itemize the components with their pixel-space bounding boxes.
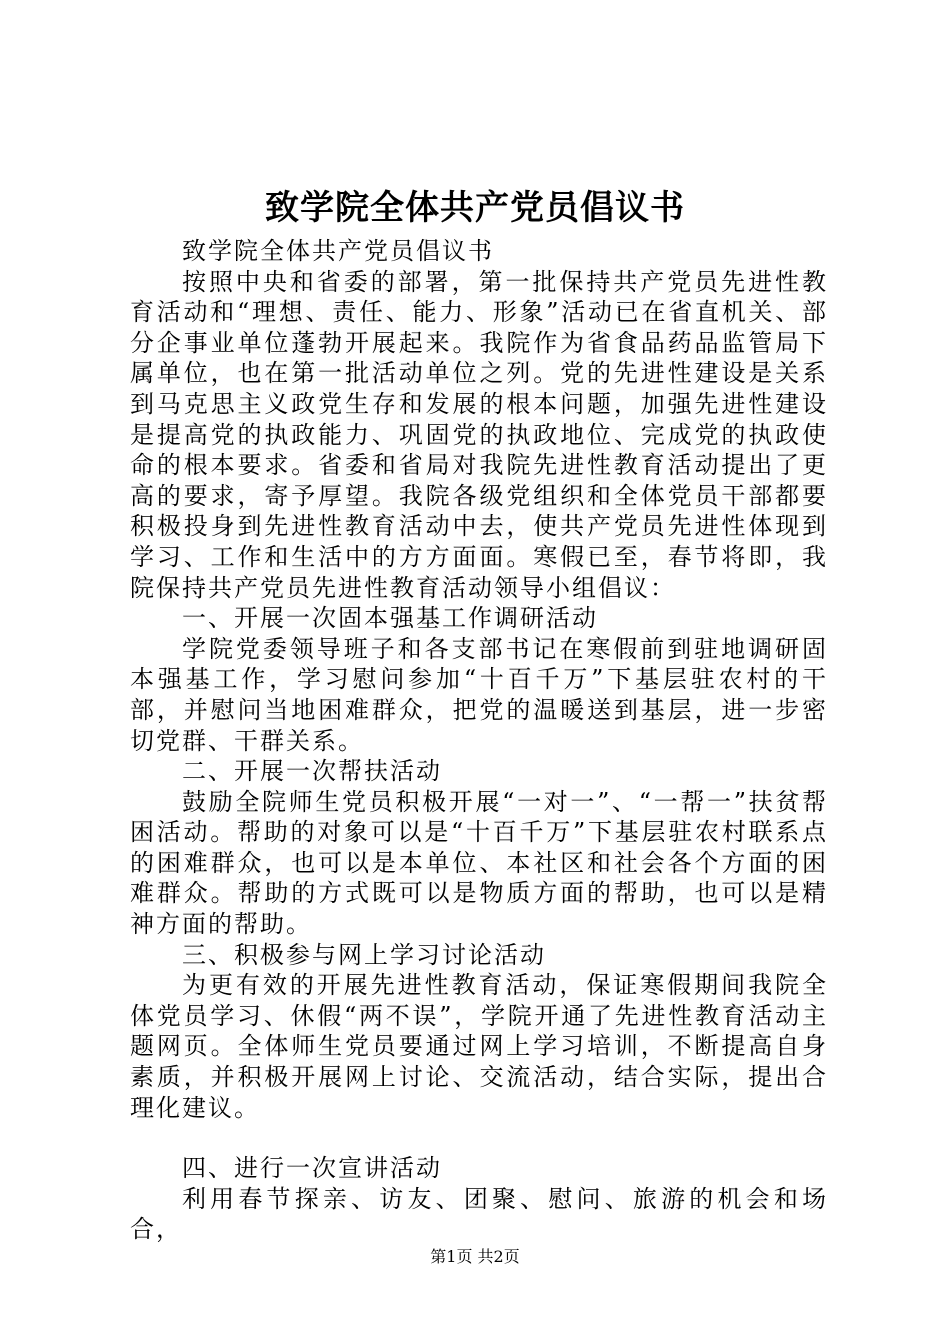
subtitle-paragraph: 致学院全体共产党员倡议书 — [182, 237, 494, 265]
section-heading-4: 四、进行一次宣讲活动 — [182, 1154, 442, 1183]
section-paragraph-4: 利用春节探亲、访友、团聚、慰问、旅游的机会和场合， — [130, 1184, 828, 1244]
section-paragraph-2: 鼓励全院师生党员积极开展“一对一”、“一帮一”扶贫帮困活动。帮助的对象可以是“十百千万”下基层驻农村联系点的困难群众，也可以是本单位、本社区和社会各个方面的困难群众。帮助的方式既可以是物质方面的帮助，也可以是精神方面的帮助。 — [130, 787, 828, 939]
section-heading-1: 一、开展一次固本强基工作调研活动 — [182, 604, 598, 633]
page-footer: 第1页 共2页 — [430, 1247, 520, 1266]
intro-paragraph: 按照中央和省委的部署，第一批保持共产党员先进性教育活动和“理想、责任、能力、形象”活动已在省直机关、部分企事业单位蓬勃开展起来。我院作为省食品药品监管局下属单位，也在第一批活动单位之列。党的先进性建设是关系到马克思主义政党生存和发展的根本问题，加强先进性建设是提高党的执政能力、巩固党的执政地位、完成党的执政使命的根本要求。省委和省局对我院先进性教育活动提出了更高的要求，寄予厚望。我院各级党组织和全体党员干部都要积极投身到先进性教育活动中去，使共产党员先进性体现到学习、工作和生活中的方方面面。寒假已至，春节将即，我院保持共产党员先进性教育活动领导小组倡议： — [130, 267, 828, 602]
section-paragraph-3: 为更有效的开展先进性教育活动，保证寒假期间我院全体党员学习、休假“两不误”，学院开通了先进性教育活动主题网页。全体师生党员要通过网上学习培训，不断提高自身素质，并积极开展网上讨论、交流活动，结合实际，提出合理化建议。 — [130, 971, 828, 1122]
document-title: 致学院全体共产党员倡议书 — [265, 188, 685, 228]
section-heading-3: 三、积极参与网上学习讨论活动 — [182, 940, 546, 969]
section-paragraph-1: 学院党委领导班子和各支部书记在寒假前到驻地调研固本强基工作，学习慰问参加“十百千万”下基层驻农村的干部，并慰问当地困难群众，把党的温暖送到基层，进一步密切党群、干群关系。 — [130, 634, 828, 755]
document-body — [130, 236, 828, 1245]
section-heading-2: 二、开展一次帮扶活动 — [182, 757, 442, 786]
